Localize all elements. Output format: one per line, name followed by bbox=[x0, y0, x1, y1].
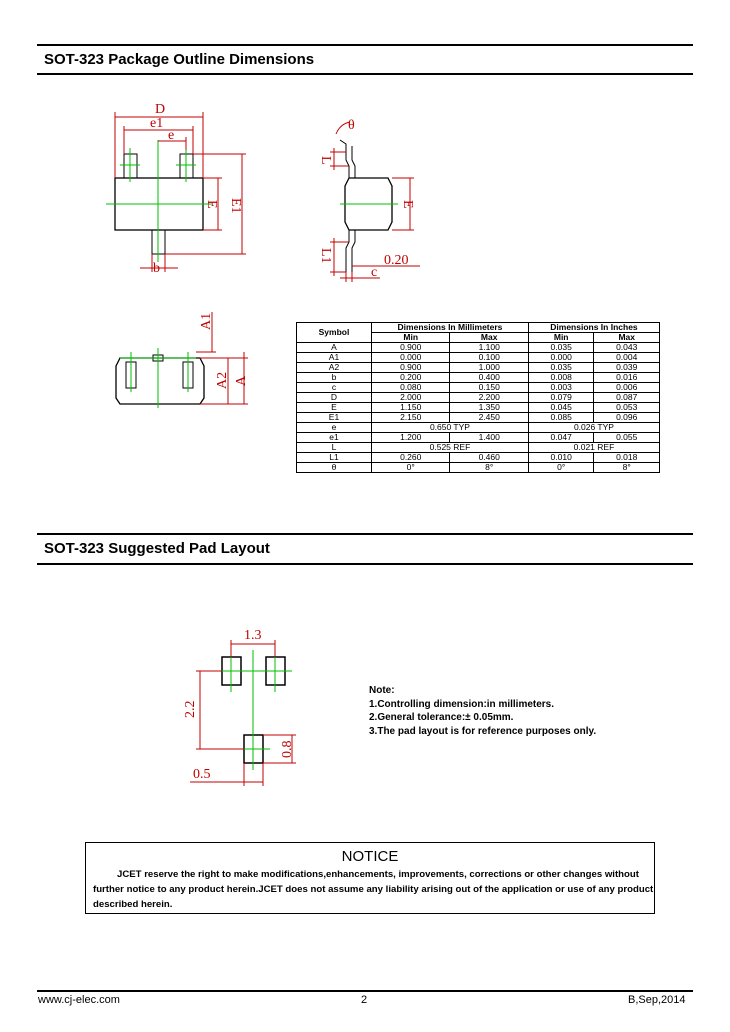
col-in: Dimensions In Inches bbox=[528, 323, 659, 333]
table-row bbox=[297, 403, 660, 413]
col-mm: Dimensions In Millimeters bbox=[372, 323, 529, 333]
table-cell: 0.200 bbox=[372, 373, 450, 383]
notes bbox=[369, 684, 596, 738]
table-cell: e bbox=[297, 423, 372, 433]
table-cell: 0.035 bbox=[528, 343, 594, 353]
label-E1: E1 bbox=[228, 198, 243, 214]
table-cell: 2.000 bbox=[372, 393, 450, 403]
table-cell: 0.150 bbox=[450, 383, 528, 393]
table-cell: 0.525 REF bbox=[372, 443, 529, 453]
table-cell: c bbox=[297, 383, 372, 393]
table-cell: 0.021 REF bbox=[528, 443, 659, 453]
table-row bbox=[297, 373, 660, 383]
table-cell: 0.900 bbox=[372, 343, 450, 353]
label-b: b bbox=[153, 261, 160, 276]
section-title-pad: SOT-323 Suggested Pad Layout bbox=[44, 540, 270, 557]
table-cell: 0.003 bbox=[528, 383, 594, 393]
footer-page-number: 2 bbox=[361, 994, 368, 1006]
notice-title: NOTICE bbox=[341, 848, 399, 865]
note-item: 1.Controlling dimension:in millimeters. bbox=[369, 698, 555, 710]
section2-underline bbox=[37, 563, 693, 565]
table-row bbox=[297, 423, 660, 433]
table-cell: 1.350 bbox=[450, 403, 528, 413]
pad-layout bbox=[183, 628, 296, 786]
notice-body: JCET reserve the right to make modifications,enhancements, improvements, corrections or other changes without further notice to any product herein.JCET does not assume any liability arising out of the application or use of any product described herein. bbox=[93, 869, 654, 910]
table-cell: b bbox=[297, 373, 372, 383]
note-item: 3.The pad layout is for reference purposes only. bbox=[369, 725, 597, 737]
table-row bbox=[297, 413, 660, 423]
label-pad-w: 0.5 bbox=[193, 767, 211, 782]
table-cell: 0.055 bbox=[594, 433, 660, 443]
table-cell: 0.004 bbox=[594, 353, 660, 363]
table-cell: 8° bbox=[450, 463, 528, 473]
table-cell: 0.010 bbox=[528, 453, 594, 463]
table-row bbox=[297, 363, 660, 373]
table-cell: θ bbox=[297, 463, 372, 473]
top-view bbox=[106, 102, 246, 276]
table-cell: 0.039 bbox=[594, 363, 660, 373]
table-cell: L bbox=[297, 443, 372, 453]
label-L1: L1 bbox=[318, 248, 333, 264]
label-e1: e1 bbox=[150, 116, 164, 131]
table-cell: 0.400 bbox=[450, 373, 528, 383]
label-A1: A1 bbox=[199, 312, 214, 330]
table-cell: 0.043 bbox=[594, 343, 660, 353]
table-cell: 0.085 bbox=[528, 413, 594, 423]
table-cell: A1 bbox=[297, 353, 372, 363]
table-cell: 0.026 TYP bbox=[528, 423, 659, 433]
table-cell: 0.460 bbox=[450, 453, 528, 463]
table-cell: A2 bbox=[297, 363, 372, 373]
side-view bbox=[318, 118, 420, 282]
table-cell: 0.000 bbox=[372, 353, 450, 363]
col-in-max: Max bbox=[594, 333, 660, 343]
dimension-table-body bbox=[297, 343, 660, 473]
col-mm-max: Max bbox=[450, 333, 528, 343]
footer-revision: B,Sep,2014 bbox=[628, 994, 686, 1006]
table-cell: 1.000 bbox=[450, 363, 528, 373]
front-view bbox=[116, 312, 249, 408]
label-E-side: E bbox=[400, 200, 415, 209]
table-row bbox=[297, 393, 660, 403]
section2-top-rule bbox=[37, 533, 693, 535]
table-row bbox=[297, 383, 660, 393]
table-cell: 2.150 bbox=[372, 413, 450, 423]
label-A2: A2 bbox=[215, 371, 230, 389]
table-cell: 0.000 bbox=[528, 353, 594, 363]
table-row bbox=[297, 353, 660, 363]
label-pad-h: 0.8 bbox=[280, 740, 295, 758]
label-c: c bbox=[371, 265, 378, 280]
label-theta: θ bbox=[348, 118, 355, 133]
table-cell: 0.018 bbox=[594, 453, 660, 463]
notice-box bbox=[85, 842, 655, 914]
table-cell: 0.087 bbox=[594, 393, 660, 403]
section-title-outline: SOT-323 Package Outline Dimensions bbox=[44, 51, 315, 68]
table-row bbox=[297, 433, 660, 443]
table-cell: 0.045 bbox=[528, 403, 594, 413]
table-cell: 1.400 bbox=[450, 433, 528, 443]
lead-upper bbox=[340, 140, 355, 178]
table-cell: 0.008 bbox=[528, 373, 594, 383]
table-cell: 0.900 bbox=[372, 363, 450, 373]
label-L: L bbox=[318, 156, 333, 165]
table-cell: 8° bbox=[594, 463, 660, 473]
note-item: 2.General tolerance:± 0.05mm. bbox=[369, 712, 514, 723]
col-in-min: Min bbox=[528, 333, 594, 343]
table-cell: 0.260 bbox=[372, 453, 450, 463]
table-row bbox=[297, 453, 660, 463]
table-cell: L1 bbox=[297, 453, 372, 463]
dimension-table bbox=[296, 322, 660, 473]
label-height: 2.2 bbox=[183, 700, 198, 718]
table-cell: e1 bbox=[297, 433, 372, 443]
table-cell: 0.035 bbox=[528, 363, 594, 373]
body-front bbox=[116, 358, 204, 404]
table-cell: 0.096 bbox=[594, 413, 660, 423]
table-cell: 0.053 bbox=[594, 403, 660, 413]
table-cell: 0.080 bbox=[372, 383, 450, 393]
table-cell: 0.006 bbox=[594, 383, 660, 393]
table-row bbox=[297, 443, 660, 453]
table-cell: 1.100 bbox=[450, 343, 528, 353]
label-pitch: 1.3 bbox=[244, 628, 262, 643]
table-cell: 0.650 TYP bbox=[372, 423, 529, 433]
table-cell: 0.100 bbox=[450, 353, 528, 363]
footer-rule bbox=[37, 990, 693, 992]
table-cell: 0.047 bbox=[528, 433, 594, 443]
table-row bbox=[297, 343, 660, 353]
footer-website[interactable]: www.cj-elec.com bbox=[38, 994, 120, 1006]
col-mm-min: Min bbox=[372, 333, 450, 343]
table-cell: A bbox=[297, 343, 372, 353]
table-cell: E1 bbox=[297, 413, 372, 423]
table-row bbox=[297, 463, 660, 473]
label-gauge: 0.20 bbox=[384, 253, 409, 268]
table-cell: 0.079 bbox=[528, 393, 594, 403]
table-cell: 2.200 bbox=[450, 393, 528, 403]
table-cell: 0.016 bbox=[594, 373, 660, 383]
table-cell: 1.200 bbox=[372, 433, 450, 443]
table-cell: 0° bbox=[528, 463, 594, 473]
table-cell: 1.150 bbox=[372, 403, 450, 413]
notes-title: Note: bbox=[369, 685, 395, 696]
label-E-top: E bbox=[204, 200, 219, 209]
table-cell: 0° bbox=[372, 463, 450, 473]
table-cell: 2.450 bbox=[450, 413, 528, 423]
label-D: D bbox=[155, 102, 166, 117]
col-symbol: Symbol bbox=[297, 323, 372, 343]
table-cell: E bbox=[297, 403, 372, 413]
label-A: A bbox=[234, 375, 249, 386]
table-cell: D bbox=[297, 393, 372, 403]
label-e: e bbox=[168, 128, 175, 143]
